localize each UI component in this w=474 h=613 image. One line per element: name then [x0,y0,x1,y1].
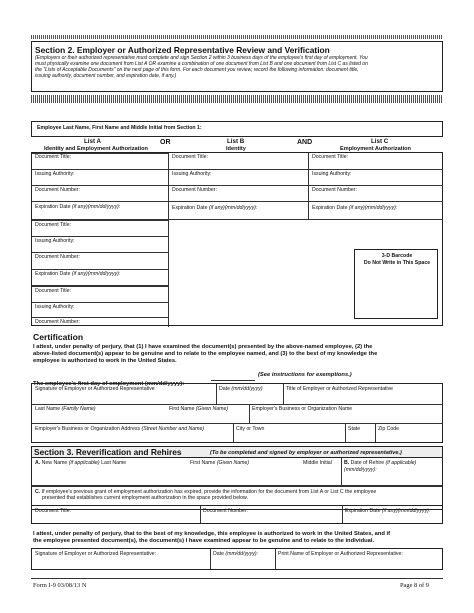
last-name-label: Last Name [35,406,61,412]
cert-zip-field[interactable]: Zip Code [378,426,400,432]
list-a-doc-number-2[interactable]: Document Number: [35,254,80,260]
certification-grid [31,383,443,443]
footer-form-id: Form I-9 03/08/13 N [33,582,87,589]
section3-docs-row [31,505,443,524]
section3-new-name-field[interactable] [35,460,126,466]
section3-doc-title-field[interactable]: Document Title: [35,508,72,514]
list-a-issuing-2[interactable]: Issuing Authority: [35,238,75,244]
section2-header-box [31,41,443,92]
section3-title-hint: (To be completed and signed by employer or authorized representative.) [210,450,402,456]
cert-last-name-field[interactable] [35,406,96,412]
list-b-issuing[interactable]: Issuing Authority: [172,171,212,177]
list-b-expiration-row[interactable] [169,202,308,218]
certification-title: Certification [33,332,84,342]
list-c-doc-number[interactable]: Document Number: [312,187,357,193]
list-a-doc-title-1[interactable]: Document Title: [35,154,72,160]
first-day-hint: (See instructions for exemptions.) [258,372,352,378]
section2-instructions-1: (Employers or their authorized representative must complete and sign Section 2 within 3 business days of the employee's first day of employment. You [35,55,368,61]
list-b-column [169,153,308,201]
expiration-label: Expiration Date [312,205,348,211]
last-name-hint: (Family Name) [61,406,96,412]
expiration-label: Expiration Date [172,205,208,211]
cert-state-field[interactable]: State [348,426,361,432]
top-hatch-band [31,35,443,39]
section3-first-name-field[interactable] [190,460,249,466]
cert-signature-field[interactable]: Signature of Employer or Authorized Representative [35,386,155,392]
list-b-doc-title[interactable]: Document Title: [172,154,209,160]
section3-attest-2: the employee presented document(s), the document(s) I have examined appear to be genuine and to relate to the individual. [33,538,375,544]
expiration-hint: (if any)(mm/dd/yyyy): [208,205,258,211]
expiration-label: Expiration Date [35,271,71,277]
footer-page-number: Page 8 of 9 [400,582,429,589]
cert-business-name-field[interactable]: Employer's Business or Organization Name [252,406,353,412]
new-first-name-label: First Name [190,460,216,466]
list-b-title: List B [227,138,245,145]
new-last-name-label: Last Name [101,460,127,466]
documents-grid [31,152,443,326]
section3-title: Section 3. Reverification and Rehires [34,447,182,457]
list-a-doc-number-3[interactable]: Document Number: [35,319,80,325]
section3-c-text-2: presented that establishes current employment authorization in the space provided below. [42,495,248,501]
s3-date-label: Date [213,551,224,557]
section3-middle-initial-field[interactable]: Middle Initial [303,460,332,466]
list-a-expiration-2[interactable] [35,271,120,277]
list-b-expiration-label [172,205,257,211]
section3-header [32,447,442,458]
barcode-note: Do Not Write in This Space [363,260,431,266]
section3-signature-field[interactable]: Signature of Employer or Authorized Representative: [35,551,157,557]
new-name-hint: (if applicable) [68,460,100,466]
certification-text-1: I attest, under penalty of perjury, that (1) I have examined the document(s) presented by the above-named employee, (2) the [33,344,373,350]
first-name-label: First Name [169,406,195,412]
cert-city-field[interactable]: City or Town [236,426,265,432]
list-c-doc-title[interactable]: Document Title: [312,154,349,160]
expiration-hint: (if any)(mm/dd/yyyy): [71,204,121,210]
section3-doc-number-field[interactable]: Document Number: [203,508,248,514]
employee-name-field[interactable] [31,121,443,137]
barcode-box [354,249,438,319]
cert-first-name-field[interactable] [169,406,228,412]
list-a-expiration-1[interactable] [35,204,120,210]
c-expiration-hint: (if any)(mm/dd/yyyy): [381,508,431,514]
cert-address-field[interactable] [35,426,204,432]
list-a-doc-number-1[interactable]: Document Number: [35,187,80,193]
section3-signature-row [31,548,443,570]
c-text-line-1: If employee's previous grant of employment authorization has expired, provide the information for the document from List A or List C the employee [41,489,377,495]
address-hint: (Street Number and Name) [141,426,205,432]
list-b-doc-number[interactable]: Document Number: [172,187,217,193]
section3-box [31,446,443,510]
b-prefix: B. [344,460,350,466]
list-a-doc-title-3[interactable]: Document Title: [35,288,72,294]
date-label: Date [219,386,230,392]
section3-rehire-field[interactable] [344,460,416,466]
and-label: AND [297,139,313,146]
list-a-doc-title-2[interactable]: Document Title: [35,222,72,228]
section2-title: Section 2. Employer or Authorized Representative Review and Verification [35,45,330,55]
first-day-input-line[interactable] [211,380,255,381]
first-name-hint: (Given Name) [195,406,229,412]
or-label: OR [160,139,171,146]
list-c-column [309,153,443,201]
list-b-subtitle: Identity [226,146,246,152]
list-a-issuing-1[interactable]: Issuing Authority: [35,171,75,177]
new-first-name-hint: (Given Name) [216,460,250,466]
section3-date-field[interactable] [213,551,258,557]
list-a-title: List A [84,138,101,145]
c-prefix: C. [35,489,41,495]
cert-date-field[interactable] [219,386,263,392]
list-c-title: List C [371,138,389,145]
list-a-issuing-3[interactable]: Issuing Authority: [35,304,75,310]
section3-expiration-field[interactable] [345,508,430,514]
section2-instructions-2: must physically examine one document from List A OR examine a combination of one document from List B and one document from List C as listed on [35,61,368,67]
certification-text-3: employee is authorized to work in the United States. [33,358,177,364]
list-a-column [32,153,168,327]
list-c-subtitle: Employment Authorization [340,146,411,152]
employee-name-label: Employee Last Name, First Name and Middle Initial from Section 1: [37,125,202,131]
rehire-hint: (if applicable) [385,460,417,466]
expiration-hint: (if any)(mm/dd/yyyy): [348,205,398,211]
c-expiration-label: Expiration Date [345,508,381,514]
section3-rehire-date-hint: (mm/dd/yyyy): [344,467,377,473]
list-c-expiration-label [312,205,397,211]
section3-print-name-field[interactable]: Print Name of Employer or Authorized Representative: [278,551,403,557]
expiration-hint: (if any)(mm/dd/yyyy): [71,271,121,277]
rehire-label: Date of Rehire [350,460,385,466]
new-name-label: New Name [41,460,68,466]
certification-text-2: above-listed document(s) appear to be genuine and to relate to the employee named, and (3) to the best of my knowledge the [33,351,378,357]
hatch-band-2 [31,95,443,103]
date-hint: (mm/dd/yyyy) [231,386,263,392]
list-a-subtitle: Identity and Employment Authorization [44,146,148,152]
barcode-title: 3-D Barcode [381,253,413,259]
cert-title-field[interactable]: Title of Employer or Authorized Representative [286,386,394,392]
address-label: Employer's Business or Organization Address [35,426,141,432]
first-day-label: The employee's first day of employment (mm/dd/yyyy): [33,381,185,387]
expiration-label: Expiration Date [35,204,71,210]
list-c-expiration-row[interactable] [309,202,443,218]
section3-attest-1: I attest, under penalty of perjury, that to the best of my knowledge, this employee is authorized to work in the United States, and if [33,531,391,537]
list-c-issuing[interactable]: Issuing Authority: [312,171,352,177]
section2-instructions-4: issuing authority, document number, and expiration date, if any.) [35,73,177,79]
section2-instructions-3: the "Lists of Acceptable Documents" on the next page of this form. For each document you review, record the following information: document title, [35,67,359,73]
footer-rule [31,578,443,579]
s3-date-hint: (mm/dd/yyyy): [225,551,258,557]
a-prefix: A. [35,460,41,466]
